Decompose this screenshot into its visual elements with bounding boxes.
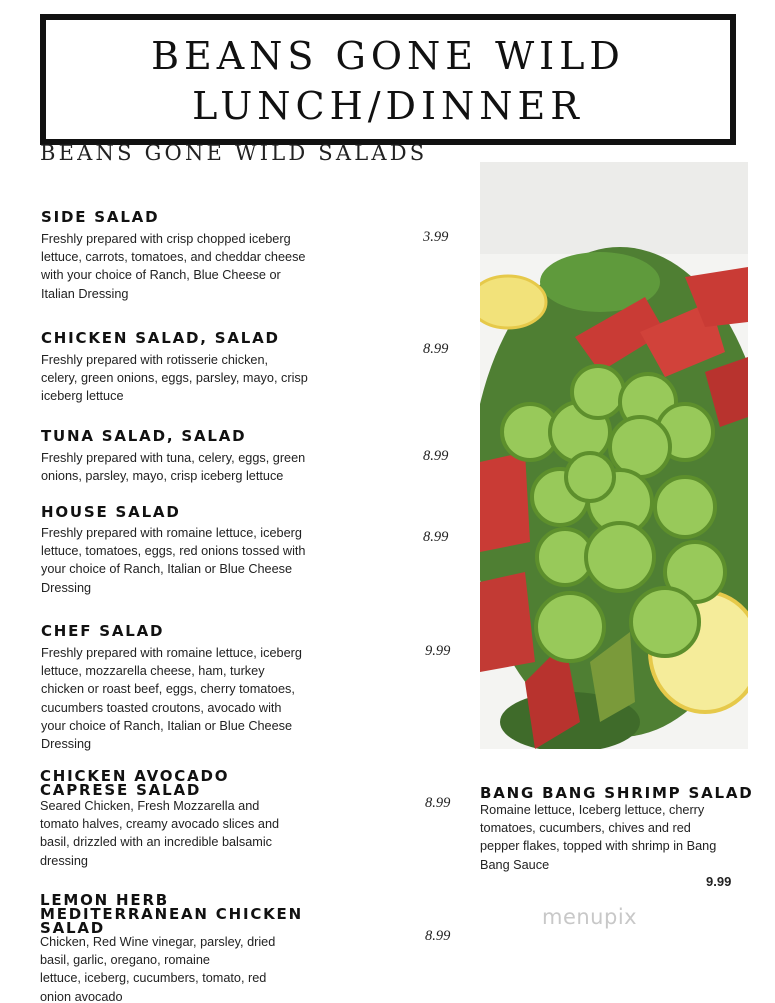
desc-line: your choice of Ranch, Italian or Blue Cheese [41, 562, 293, 577]
desc-line: Freshly prepared with romaine lettuce, iceberg [41, 646, 302, 660]
item-name-side-salad: SIDE SALAD [41, 208, 160, 226]
desc-line: Freshly prepared with romaine lettuce, iceberg [41, 526, 302, 540]
price-bang-bang-shrimp: 9.99 [706, 874, 732, 889]
price-tuna-salad: 8.99 [423, 448, 449, 464]
desc-line: lettuce, mozzarella cheese, ham, turkey [41, 664, 265, 679]
price-chicken-salad: 8.99 [423, 341, 449, 357]
desc-line: onion avocado [40, 989, 123, 1003]
desc-line: pepper flakes, topped with shrimp in Bang [480, 839, 717, 854]
item-desc-bang-bang-shrimp [480, 801, 716, 874]
desc-line: chicken or roast beef, eggs, cherry tomatoes, [41, 682, 295, 697]
desc-line: iceberg lettuce [41, 389, 124, 404]
item-name-chef-salad: CHEF SALAD [41, 622, 165, 640]
restaurant-name: BEANS GONE WILD [151, 34, 625, 78]
item-desc-chicken-salad [41, 351, 308, 406]
item-name-bang-bang-shrimp: BANG BANG SHRIMP SALAD [480, 784, 754, 802]
desc-line: Dressing [41, 737, 92, 752]
item-name-line: SALAD [40, 919, 106, 937]
item-name-line: MEDITERRANEAN CHICKEN [40, 905, 303, 923]
price-lemon-herb-mediterranean: 8.99 [425, 928, 451, 944]
salad-illustration [480, 162, 748, 749]
item-desc-side-salad [41, 230, 305, 303]
desc-line: tomato halves, creamy avocado slices and [40, 817, 280, 832]
desc-line: Freshly prepared with rotisserie chicken, [41, 353, 269, 367]
item-name-tuna-salad: TUNA SALAD, SALAD [41, 427, 247, 445]
item-name-line: CAPRESE SALAD [40, 781, 202, 799]
item-name-chicken-avocado-caprese [40, 769, 229, 797]
desc-line: with your choice of Ranch, Blue Cheese or [41, 268, 281, 283]
desc-line: Romaine lettuce, Iceberg lettuce, cherry [480, 803, 705, 817]
item-name-chicken-salad: CHICKEN SALAD, SALAD [41, 329, 280, 347]
menu-header-box [40, 14, 736, 145]
desc-line: your choice of Ranch, Italian or Blue Cheese [41, 718, 293, 733]
desc-line: basil, garlic, oregano, romaine [40, 953, 210, 968]
desc-line: Chicken, Red Wine vinegar, parsley, dried [40, 935, 276, 949]
desc-line: Italian Dressing [41, 286, 129, 301]
price-house-salad: 8.99 [423, 529, 449, 545]
price-chicken-avocado-caprese: 8.99 [425, 795, 451, 811]
desc-line: Freshly prepared with tuna, celery, eggs, green [41, 451, 306, 465]
item-name-line: CHICKEN AVOCADO [40, 767, 230, 785]
item-desc-tuna-salad [41, 449, 305, 485]
item-name-line: LEMON HERB [40, 891, 170, 909]
desc-line: tomatoes, cucumbers, chives and red [480, 821, 691, 836]
desc-line: Dressing [41, 580, 92, 595]
desc-line: dressing [40, 853, 88, 868]
desc-line: lettuce, iceberg, cucumbers, tomato, red [40, 971, 267, 986]
salad-photo [480, 162, 748, 749]
item-name-lemon-herb-mediterranean [40, 893, 303, 935]
price-chef-salad: 9.99 [425, 643, 451, 659]
section-title: BEANS GONE WILD SALADS [40, 141, 428, 165]
price-side-salad: 3.99 [423, 229, 449, 245]
desc-line: cucumbers toasted croutons, avocado with [41, 700, 282, 715]
item-desc-chicken-avocado-caprese [40, 797, 279, 870]
menupix-watermark: menupix [542, 905, 638, 929]
desc-line: lettuce, tomatoes, eggs, red onions tossed with [41, 544, 306, 559]
desc-line: lettuce, carrots, tomatoes, and cheddar cheese [41, 250, 306, 265]
item-desc-lemon-herb-mediterranean [40, 933, 275, 1003]
desc-line: onions, parsley, mayo, crisp iceberg lettuce [41, 469, 284, 484]
desc-line: Seared Chicken, Fresh Mozzarella and [40, 799, 260, 813]
item-desc-chef-salad [41, 644, 302, 753]
item-name-house-salad: HOUSE SALAD [41, 503, 181, 521]
desc-line: celery, green onions, eggs, parsley, mayo, crisp [41, 371, 308, 386]
menu-subtitle: LUNCH/DINNER [192, 84, 584, 128]
desc-line: Bang Sauce [480, 857, 550, 872]
desc-line: basil, drizzled with an incredible balsamic [40, 835, 273, 850]
item-desc-house-salad [41, 524, 305, 597]
desc-line: Freshly prepared with crisp chopped iceberg [41, 232, 291, 246]
